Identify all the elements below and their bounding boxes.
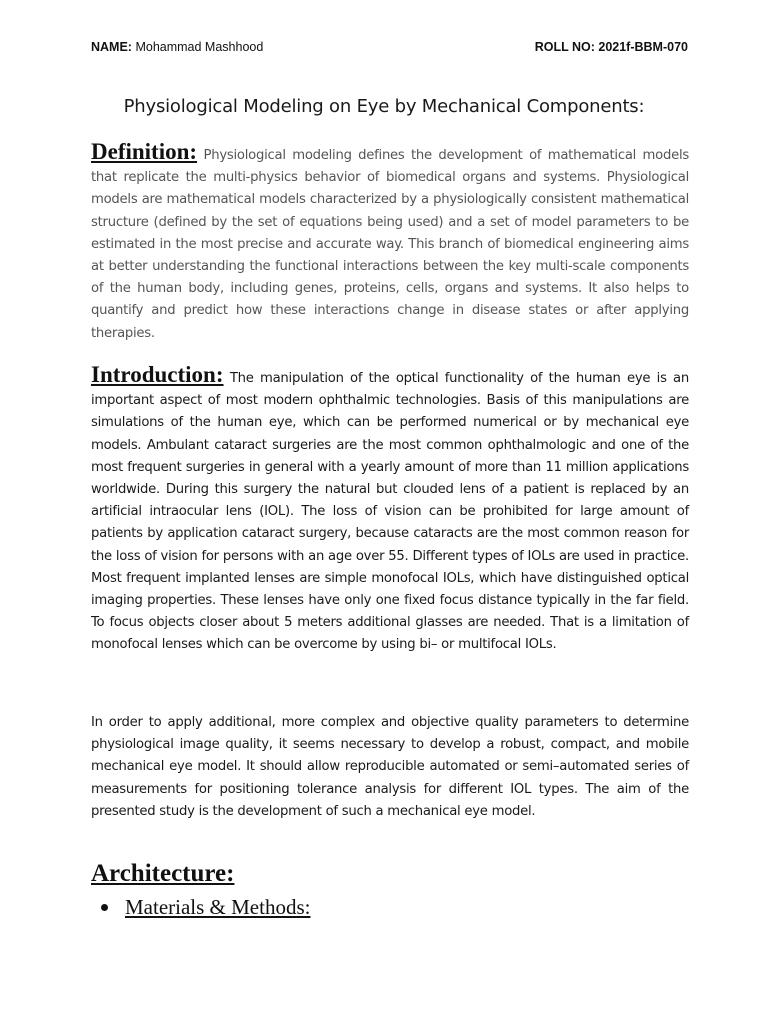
study-aim-paragraph: In order to apply additional, more complex and objective quality parameters to determine physiological image quality, it seems necessary to develop a robust, compact, and mobile mechanical eye model. It should allow reproducible automated or semi–automated series of measurements for positioning tolerance analysis for different IOL types. The aim of the presented study is the development of such a mechanical eye model. bbox=[91, 715, 689, 819]
roll-number bbox=[535, 40, 688, 54]
introduction-heading: Introduction: bbox=[91, 362, 224, 387]
definition-section bbox=[91, 141, 689, 345]
bullet-item bbox=[101, 895, 310, 920]
definition-text: Physiological modeling defines the development of mathematical models that replicate the multi-physics behavior of biomedical organs and systems. Physiological models are mathematical models characterized by a physiologically consistent mathematical structure (defined by the set of equations being used) and a set of model parameters to be estimated in the most precise and accurate way. This branch of biomedical engineering aims at better understanding the functional interactions between the key multi-scale components of the human body, including genes, proteins, cells, organs and systems. It also helps to quantify and predict how these interactions change in disease states or after applying therapies. bbox=[91, 148, 689, 341]
introduction-section bbox=[91, 364, 689, 657]
architecture-heading: Architecture: bbox=[91, 860, 235, 887]
student-name bbox=[91, 40, 263, 54]
roll-value: 2021f-BBM-070 bbox=[598, 40, 688, 54]
name-value: Mohammad Mashhood bbox=[135, 40, 264, 54]
bullet-icon bbox=[101, 904, 108, 911]
name-label: NAME: bbox=[91, 40, 132, 54]
definition-heading: Definition: bbox=[91, 139, 198, 164]
bullet-label: Materials & Methods: bbox=[125, 895, 311, 919]
document-title: Physiological Modeling on Eye by Mechanical Components: bbox=[123, 96, 645, 117]
introduction-text: The manipulation of the optical functionality of the human eye is an important aspect of most modern ophthalmic technologies. Basis of this manipulations are simulations of the human eye, which can be performed numerical or by mechanical eye models. Ambulant cataract surgeries are the most common ophthalmologic and one of the most frequent surgeries in general with a yearly amount of more than 11 million applications worldwide. During this surgery the natural but clouded lens of a patient is replaced by an artificial intraocular lens (IOL). The loss of vision can be prohibited for large amount of patients by application cataract surgery, because cataracts are the most common reason for the loss of vision for persons with an age over 55. Different types of IOLs are used in practice. Most frequent implanted lenses are simple monofocal IOLs, which have distinguished optical imaging properties. These lenses have only one fixed focus distance typically in the far field. To focus objects closer about 5 meters additional glasses are needed. That is a limitation of monofocal lenses which can be overcome by using bi– or multifocal IOLs. bbox=[91, 371, 689, 653]
roll-label: ROLL NO: bbox=[534, 40, 595, 54]
